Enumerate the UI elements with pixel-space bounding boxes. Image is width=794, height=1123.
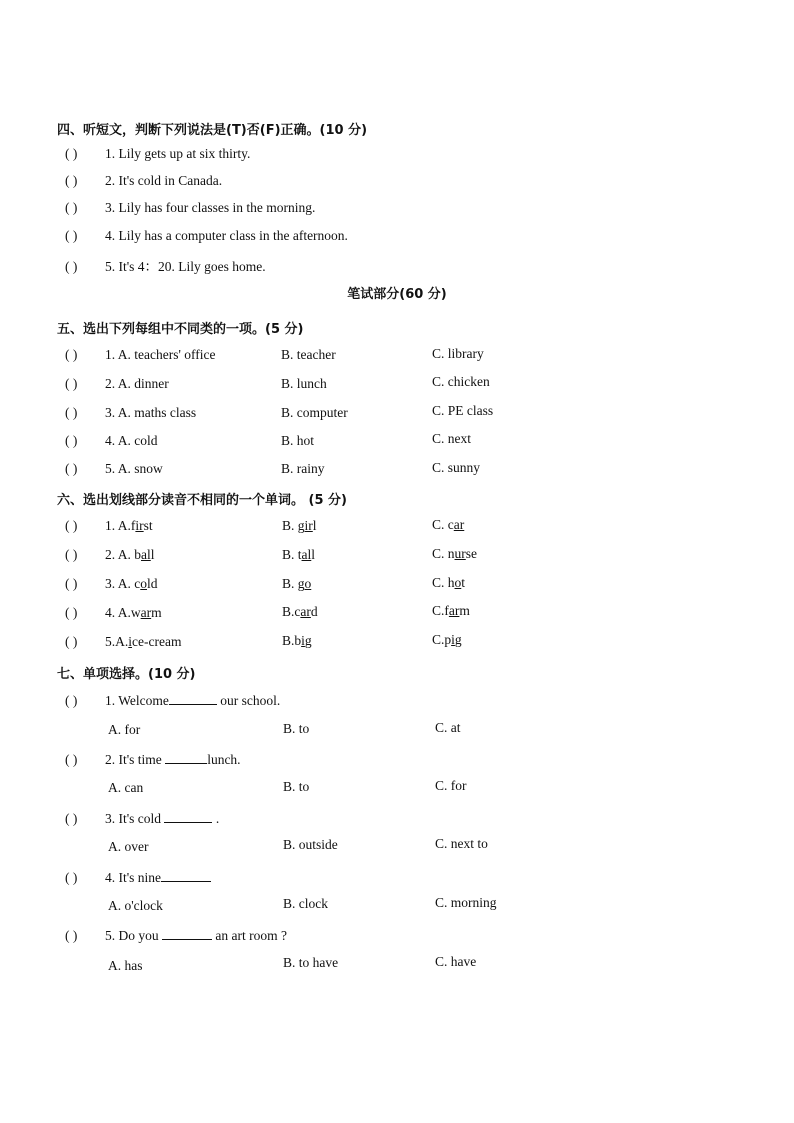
option-b[interactable]: B.card	[282, 604, 318, 619]
answer-blank[interactable]	[162, 927, 212, 940]
option-a[interactable]: ( ) 3. A. cold	[65, 576, 158, 591]
answer-paren[interactable]: ( )	[65, 811, 78, 826]
option-b[interactable]: B. tall	[282, 547, 316, 562]
option-b[interactable]: B. hot	[281, 433, 315, 448]
answer-paren[interactable]: ( )	[65, 870, 78, 885]
list-item: ( ) 2. It's cold in Canada.	[65, 173, 223, 188]
option-a[interactable]: ( ) 2. A. dinner	[65, 376, 169, 391]
list-item: ( ) 4. Lily has a computer class in the afternoon.	[65, 228, 348, 243]
underlined-letters: ar	[453, 517, 465, 532]
list-item: ( ) 5. It's 4：20. Lily goes home.	[65, 259, 266, 274]
question-stem: ( ) 3. It's cold .	[65, 811, 220, 826]
question-stem: ( ) 4. It's nine	[65, 869, 211, 886]
answer-paren[interactable]: ( )	[65, 146, 78, 161]
option-c[interactable]: C. nurse	[432, 546, 478, 561]
option-a[interactable]: ( ) 4. A.warm	[65, 605, 162, 620]
option-a[interactable]: A. for	[108, 722, 141, 737]
option-a[interactable]: ( ) 4. A. cold	[65, 433, 158, 448]
answer-paren[interactable]: ( )	[65, 173, 78, 188]
option-c[interactable]: C.pig	[432, 632, 462, 647]
option-b[interactable]: B. to have	[283, 955, 339, 970]
underlined-letters: ar	[140, 605, 152, 620]
option-a[interactable]: ( ) 5. A. snow	[65, 461, 163, 476]
option-b[interactable]: B. rainy	[281, 461, 325, 476]
option-b[interactable]: B. computer	[281, 405, 348, 420]
option-c[interactable]: C. for	[435, 778, 467, 793]
section-7-title: 七、单项选择。(10 分)	[57, 667, 196, 682]
underlined-letters: ur	[454, 546, 466, 561]
underlined-letters: i	[451, 632, 455, 647]
answer-paren[interactable]: ( )	[65, 634, 78, 649]
answer-blank[interactable]	[164, 810, 212, 823]
option-b[interactable]: B. to	[283, 779, 310, 794]
option-c[interactable]: C. PE class	[432, 403, 494, 418]
option-c[interactable]: C. next to	[435, 836, 488, 851]
answer-paren[interactable]: ( )	[65, 405, 78, 420]
answer-paren[interactable]: ( )	[65, 518, 78, 533]
option-a[interactable]: A. over	[108, 839, 149, 854]
option-b[interactable]: B. to	[283, 721, 310, 736]
option-a[interactable]: A. can	[108, 780, 144, 795]
answer-paren[interactable]: ( )	[65, 376, 78, 391]
option-c[interactable]: C. at	[435, 720, 461, 735]
answer-paren[interactable]: ( )	[65, 461, 78, 476]
list-item: ( ) 3. Lily has four classes in the morning.	[65, 200, 316, 215]
option-b[interactable]: B. teacher	[281, 347, 336, 362]
option-b[interactable]: B. clock	[283, 896, 328, 911]
written-part-title: 笔试部分(60 分)	[347, 287, 447, 302]
option-c[interactable]: C. next	[432, 431, 471, 446]
option-a[interactable]: ( ) 3. A. maths class	[65, 405, 197, 420]
option-c[interactable]: C. library	[432, 346, 484, 361]
question-stem: ( ) 5. Do you an art room ?	[65, 928, 287, 943]
option-b[interactable]: B. girl	[282, 518, 317, 533]
answer-paren[interactable]: ( )	[65, 433, 78, 448]
answer-blank[interactable]	[161, 869, 211, 882]
answer-paren[interactable]: ( )	[65, 547, 78, 562]
option-a[interactable]: ( ) 1. A.first	[65, 518, 153, 533]
underlined-letters: i	[128, 634, 133, 649]
underlined-letters: ir	[304, 518, 313, 533]
answer-paren[interactable]: ( )	[65, 928, 78, 943]
answer-paren[interactable]: ( )	[65, 259, 78, 274]
answer-paren[interactable]: ( )	[65, 605, 78, 620]
answer-blank[interactable]	[169, 692, 217, 705]
underlined-letters: ar	[448, 603, 460, 618]
answer-paren[interactable]: ( )	[65, 752, 78, 767]
underlined-letters: i	[301, 633, 305, 648]
answer-paren[interactable]: ( )	[65, 347, 78, 362]
option-c[interactable]: C.farm	[432, 603, 470, 618]
option-b[interactable]: B. outside	[283, 837, 338, 852]
answer-paren[interactable]: ( )	[65, 576, 78, 591]
answer-blank[interactable]	[165, 751, 207, 764]
underlined-letters: o	[454, 575, 462, 590]
answer-paren[interactable]: ( )	[65, 200, 78, 215]
question-stem: ( ) 2. It's time lunch.	[65, 752, 241, 767]
underlined-letters: al	[301, 547, 312, 562]
answer-paren[interactable]: ( )	[65, 693, 78, 708]
option-b[interactable]: B. lunch	[281, 376, 327, 391]
section-4-title: 四、听短文，判断下列说法是(T)否(F)正确。(10 分)	[57, 123, 368, 138]
option-c[interactable]: C. morning	[435, 895, 497, 910]
option-c[interactable]: C. sunny	[432, 460, 481, 475]
option-c[interactable]: C. hot	[432, 575, 466, 590]
underlined-letters: o	[304, 576, 312, 591]
option-a[interactable]: ( ) 5.A.ice-cream	[65, 634, 182, 649]
option-a[interactable]: A. o'clock	[108, 898, 163, 913]
option-c[interactable]: C. car	[432, 517, 465, 532]
answer-paren[interactable]: ( )	[65, 228, 78, 243]
option-b[interactable]: B.big	[282, 633, 312, 648]
underlined-letters: al	[141, 547, 151, 562]
option-b[interactable]: B. go	[282, 576, 312, 591]
list-item: ( ) 1. Lily gets up at six thirty.	[65, 146, 251, 161]
option-a[interactable]: A. has	[108, 958, 143, 973]
option-a[interactable]: ( ) 1. A. teachers' office	[65, 347, 216, 362]
underlined-letters: ar	[300, 604, 311, 619]
option-a[interactable]: ( ) 2. A. ball	[65, 547, 155, 562]
underlined-letters: o	[140, 576, 148, 591]
option-c[interactable]: C. have	[435, 954, 477, 969]
section-6-title: 六、选出划线部分读音不相同的一个单词。 (5 分)	[57, 493, 347, 508]
question-stem: ( ) 1. Welcome our school.	[65, 693, 281, 708]
section-5-title: 五、选出下列每组中不同类的一项。(5 分)	[57, 322, 304, 337]
option-c[interactable]: C. chicken	[432, 374, 490, 389]
underlined-letters: ir	[135, 518, 144, 533]
